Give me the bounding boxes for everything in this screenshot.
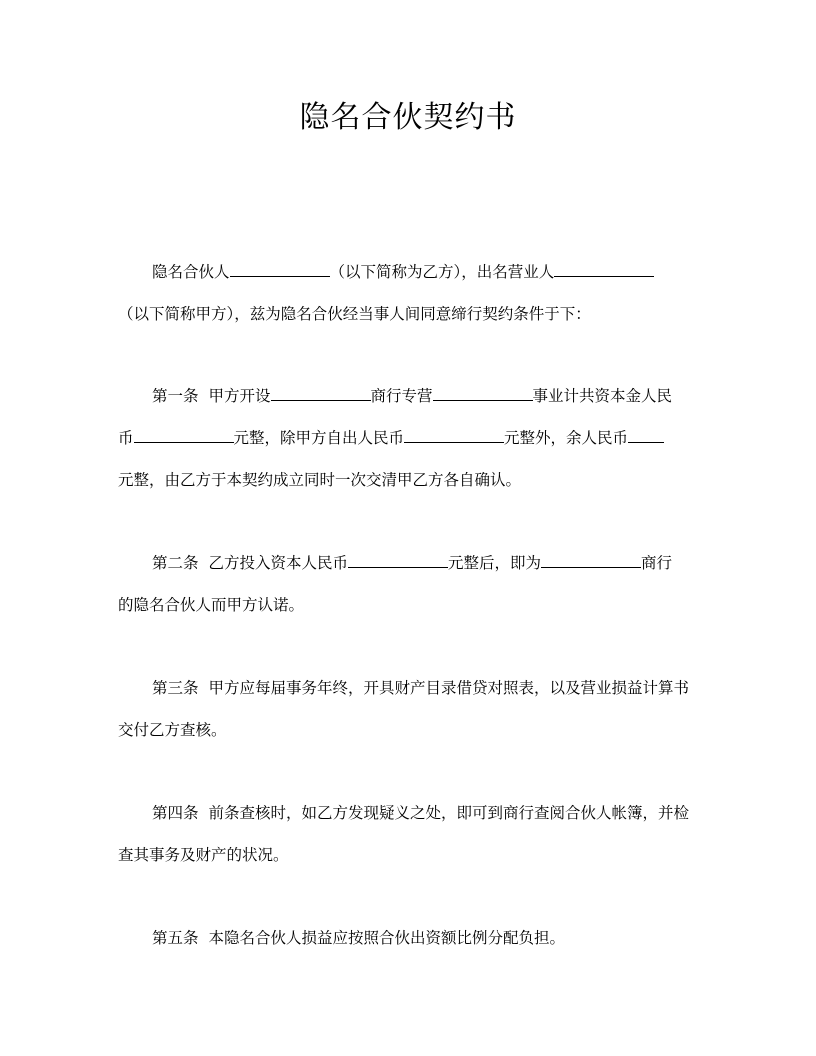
intro-text-b: （以下简称为乙方），出名营业人	[329, 263, 555, 281]
article-4-text-b: 查其事务及财产的状况。	[118, 846, 289, 864]
article-3-label: 第三条	[152, 679, 199, 697]
article-1-label: 第一条	[152, 387, 199, 405]
blank-field-nominal-partner	[554, 260, 654, 277]
article-4-text-a: 前条查核时，如乙方发现疑义之处，即可到商行查阅合伙人帐簿，并检	[208, 804, 690, 822]
blank-field-business-type	[433, 384, 533, 401]
article-2-text-c: 商行	[641, 554, 673, 572]
blank-field-silent-partner	[230, 260, 330, 277]
article-2-line-2	[118, 593, 708, 617]
article-3-line-2	[118, 718, 708, 742]
article-2-text-d: 的隐名合伙人而甲方认诺。	[118, 596, 305, 614]
blank-field-party-b-capital	[348, 551, 448, 568]
article-1-text-b: 商行专营	[370, 387, 433, 405]
blank-field-shop-name	[271, 384, 371, 401]
article-5-text-a: 本隐名合伙人损益应按照合伙出资额比例分配负担。	[208, 929, 566, 947]
intro-text-c: （以下简称甲方），兹为隐名合伙经当事人间同意缔行契约条件于下：	[118, 305, 591, 323]
article-2-text-b: 元整后，即为	[448, 554, 542, 572]
blank-field-shop-name-2	[541, 551, 641, 568]
article-1-line-3	[118, 468, 708, 492]
article-2-text-a: 乙方投入资本人民币	[208, 554, 349, 572]
article-4-line-2	[118, 843, 708, 867]
intro-text-a: 隐名合伙人	[152, 263, 230, 281]
article-3-line-1	[152, 676, 708, 700]
article-1-text-d: 币	[118, 429, 134, 447]
article-1-text-g: 元整，由乙方于本契约成立同时一次交清甲乙方各自确认。	[118, 471, 522, 489]
article-4-label: 第四条	[152, 804, 199, 822]
blank-field-remaining-capital	[628, 426, 664, 443]
blank-field-total-capital	[134, 426, 234, 443]
article-2-line-1	[152, 551, 708, 575]
article-3-text-b: 交付乙方查核。	[118, 721, 227, 739]
article-1-text-f: 元整外，余人民币	[504, 429, 629, 447]
blank-field-party-a-capital	[404, 426, 504, 443]
article-2-label: 第二条	[152, 554, 199, 572]
article-5-label: 第五条	[152, 929, 199, 947]
intro-line-2	[118, 302, 708, 326]
article-5-line-1	[152, 926, 708, 950]
article-1-line-2	[118, 426, 708, 450]
document-title: 隐名合伙契约书	[299, 100, 517, 135]
article-1-text-e: 元整，除甲方自出人民币	[233, 429, 405, 447]
intro-line-1	[152, 260, 708, 284]
article-3-text-a: 甲方应每届事务年终，开具财产目录借贷对照表，以及营业损益计算书	[208, 679, 690, 697]
article-1-text-a: 甲方开设	[208, 387, 271, 405]
article-4-line-1	[152, 801, 708, 825]
article-1-text-c: 事业计共资本金人民	[532, 387, 673, 405]
article-1-line-1	[152, 384, 708, 408]
